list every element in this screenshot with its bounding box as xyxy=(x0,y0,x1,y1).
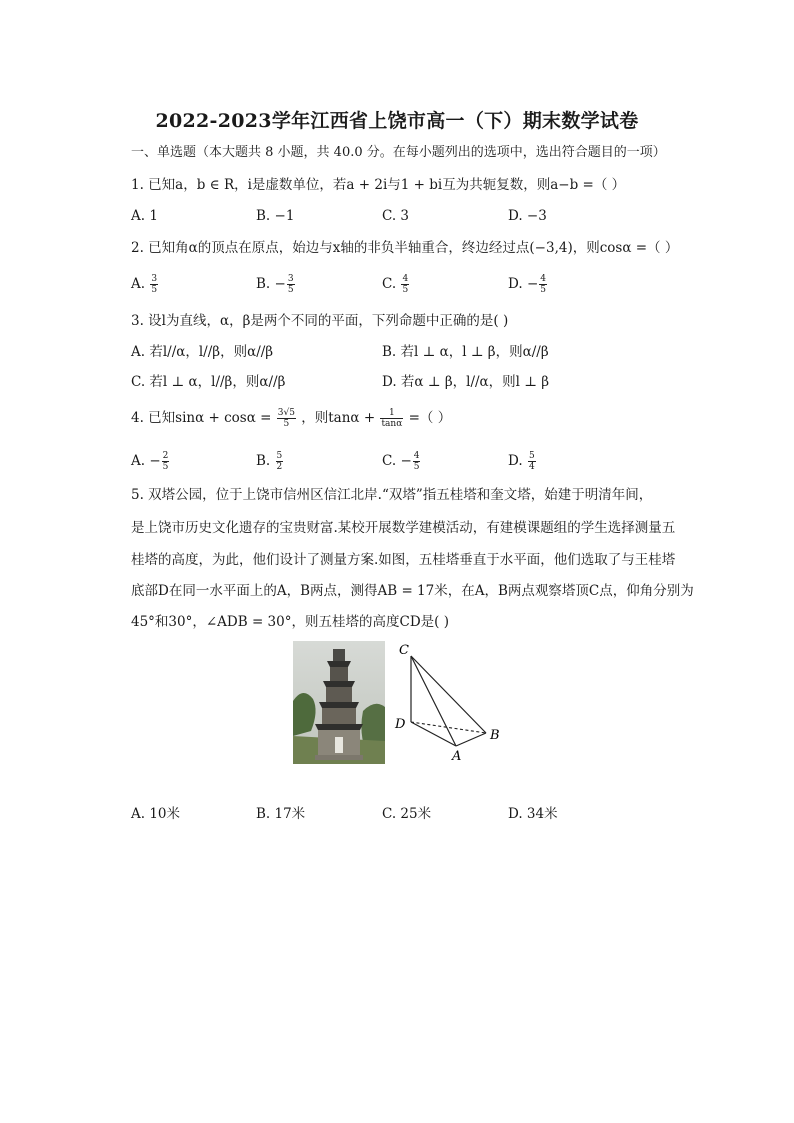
q4-b-fraction xyxy=(276,451,284,472)
q2-b-sign: − xyxy=(274,276,286,292)
q2-d-label: D. xyxy=(508,276,523,292)
edge-ca xyxy=(411,656,456,746)
q2-option-c xyxy=(382,274,410,295)
q3-option-b: B. 若l ⊥ α，l ⊥ β，则α//β xyxy=(382,344,549,360)
q4-fraction-2 xyxy=(380,408,403,429)
q2-b-den: 5 xyxy=(287,285,294,295)
q5-option-b: B. 17米 xyxy=(256,806,306,822)
q4-fraction-1 xyxy=(277,408,296,429)
q4-c-label: C. xyxy=(382,453,397,469)
q4-b-den: 2 xyxy=(276,462,283,472)
pagoda-photo xyxy=(293,641,385,764)
q2-d-sign: − xyxy=(526,276,539,292)
q2-d-num: 4 xyxy=(540,274,546,284)
edge-ab xyxy=(456,733,486,746)
q4-option-c xyxy=(382,451,421,472)
q2-b-label: B. xyxy=(256,276,271,292)
q1-option-d: D. −3 xyxy=(508,208,547,224)
q4-b-num: 5 xyxy=(276,451,283,461)
q2-c-fraction xyxy=(401,274,409,295)
q4-stem-part-a: 4. 已知sinα + cosα = xyxy=(131,410,272,426)
q3-option-d: D. 若α ⊥ β，l//α，则l ⊥ β xyxy=(382,374,550,390)
q4-option-d xyxy=(508,451,537,472)
q4-a-num: 2 xyxy=(162,451,169,461)
page-title: 2022-2023学年江西省上饶市高一（下）期末数学试卷 xyxy=(155,110,639,132)
q4-a-den: 5 xyxy=(162,462,169,472)
q4-b-label: B. xyxy=(256,453,271,469)
q4-d-fraction xyxy=(528,451,536,472)
edge-cb xyxy=(411,656,486,733)
q2-b-fraction xyxy=(287,274,295,295)
q4-frac1-den: 5 xyxy=(283,419,290,429)
q4-option-a xyxy=(131,451,170,472)
q4-c-num: 4 xyxy=(413,451,420,461)
q2-option-a xyxy=(131,274,159,295)
q4-option-b xyxy=(256,451,284,472)
label-b: B xyxy=(490,728,500,743)
q2-a-den: 5 xyxy=(151,285,158,295)
q4-d-label: D. xyxy=(508,453,523,469)
q4-a-fraction xyxy=(162,451,170,472)
q4-stem-part-c: =（ ） xyxy=(408,410,452,426)
label-a: A xyxy=(452,749,462,764)
q2-b-num: 3 xyxy=(287,274,294,284)
q4-stem-part-b: ，则tanα + xyxy=(301,410,376,426)
q4-frac1-num: 3√5 xyxy=(277,408,295,418)
question-1-stem: 1. 已知a，b ∈ R，i是虚数单位，若a + 2i与1 + bi互为共轭复数，则a−b =（ ） xyxy=(131,177,626,193)
q4-frac2-num: 1 xyxy=(380,408,403,419)
q4-c-den: 5 xyxy=(413,462,420,472)
q2-c-den: 5 xyxy=(402,285,409,295)
question-5-line-5: 45°和30°，∠ADB = 30°，则五桂塔的高度CD是( ) xyxy=(131,614,449,630)
q4-d-num: 5 xyxy=(528,451,535,461)
question-5-line-2: 是上饶市历史文化遗存的宝贵财富.某校开展数学建模活动，有建模课题组的学生选择测量五 xyxy=(131,520,676,536)
q4-frac2-den: tanα xyxy=(381,419,403,429)
q1-option-a: A. 1 xyxy=(131,208,158,224)
q3-option-a: A. 若l//α，l//β，则α//β xyxy=(131,344,274,360)
q2-c-num: 4 xyxy=(402,274,409,284)
q1-option-b: B. −1 xyxy=(256,208,295,224)
section-heading: 一、单选题（本大题共 8 小题，共 40.0 分。在每小题列出的选项中，选出符合题目的一项） xyxy=(131,145,666,160)
q4-a-sign: − xyxy=(149,453,161,469)
q2-d-den: 5 xyxy=(540,285,546,295)
q4-c-sign: − xyxy=(400,453,412,469)
q1-option-c: C. 3 xyxy=(382,208,410,224)
question-5-line-3: 桂塔的高度，为此，他们设计了测量方案.如图，五桂塔垂直于水平面，他们选取了与王桂塔 xyxy=(131,552,676,568)
q2-option-b xyxy=(256,274,296,295)
question-3-stem: 3. 设l为直线，α，β是两个不同的平面，下列命题中正确的是( ) xyxy=(131,313,509,329)
q4-c-fraction xyxy=(413,451,421,472)
question-4-stem xyxy=(131,408,451,429)
question-5-line-4: 底部D在同一水平面上的A，B两点，测得AB = 17米，在A，B两点观察塔顶C点，仰角分别为 xyxy=(131,583,694,599)
label-c: C xyxy=(399,643,409,658)
question-2-stem: 2. 已知角α的顶点在原点，始边与x轴的非负半轴重合，终边经过点(−3,4)，则cosα =（ ） xyxy=(131,240,679,256)
q5-option-d: D. 34米 xyxy=(508,806,558,822)
q2-a-fraction xyxy=(150,274,158,295)
q4-d-den: 4 xyxy=(528,462,535,472)
q3-option-c: C. 若l ⊥ α，l//β，则α//β xyxy=(131,374,286,390)
q2-a-label: A. xyxy=(131,276,146,292)
q4-a-label: A. xyxy=(131,453,146,469)
q2-a-num: 3 xyxy=(151,274,158,284)
q2-option-d xyxy=(508,274,548,295)
label-d: D xyxy=(395,717,406,732)
q5-option-a: A. 10米 xyxy=(131,806,181,822)
q2-c-label: C. xyxy=(382,276,397,292)
q5-option-c: C. 25米 xyxy=(382,806,432,822)
tetrahedron-diagram xyxy=(392,640,504,764)
question-5-line-1: 5. 双塔公园，位于上饶市信州区信江北岸.“双塔”指五桂塔和奎文塔，始建于明清年间， xyxy=(131,487,653,503)
q2-d-fraction xyxy=(539,274,547,295)
